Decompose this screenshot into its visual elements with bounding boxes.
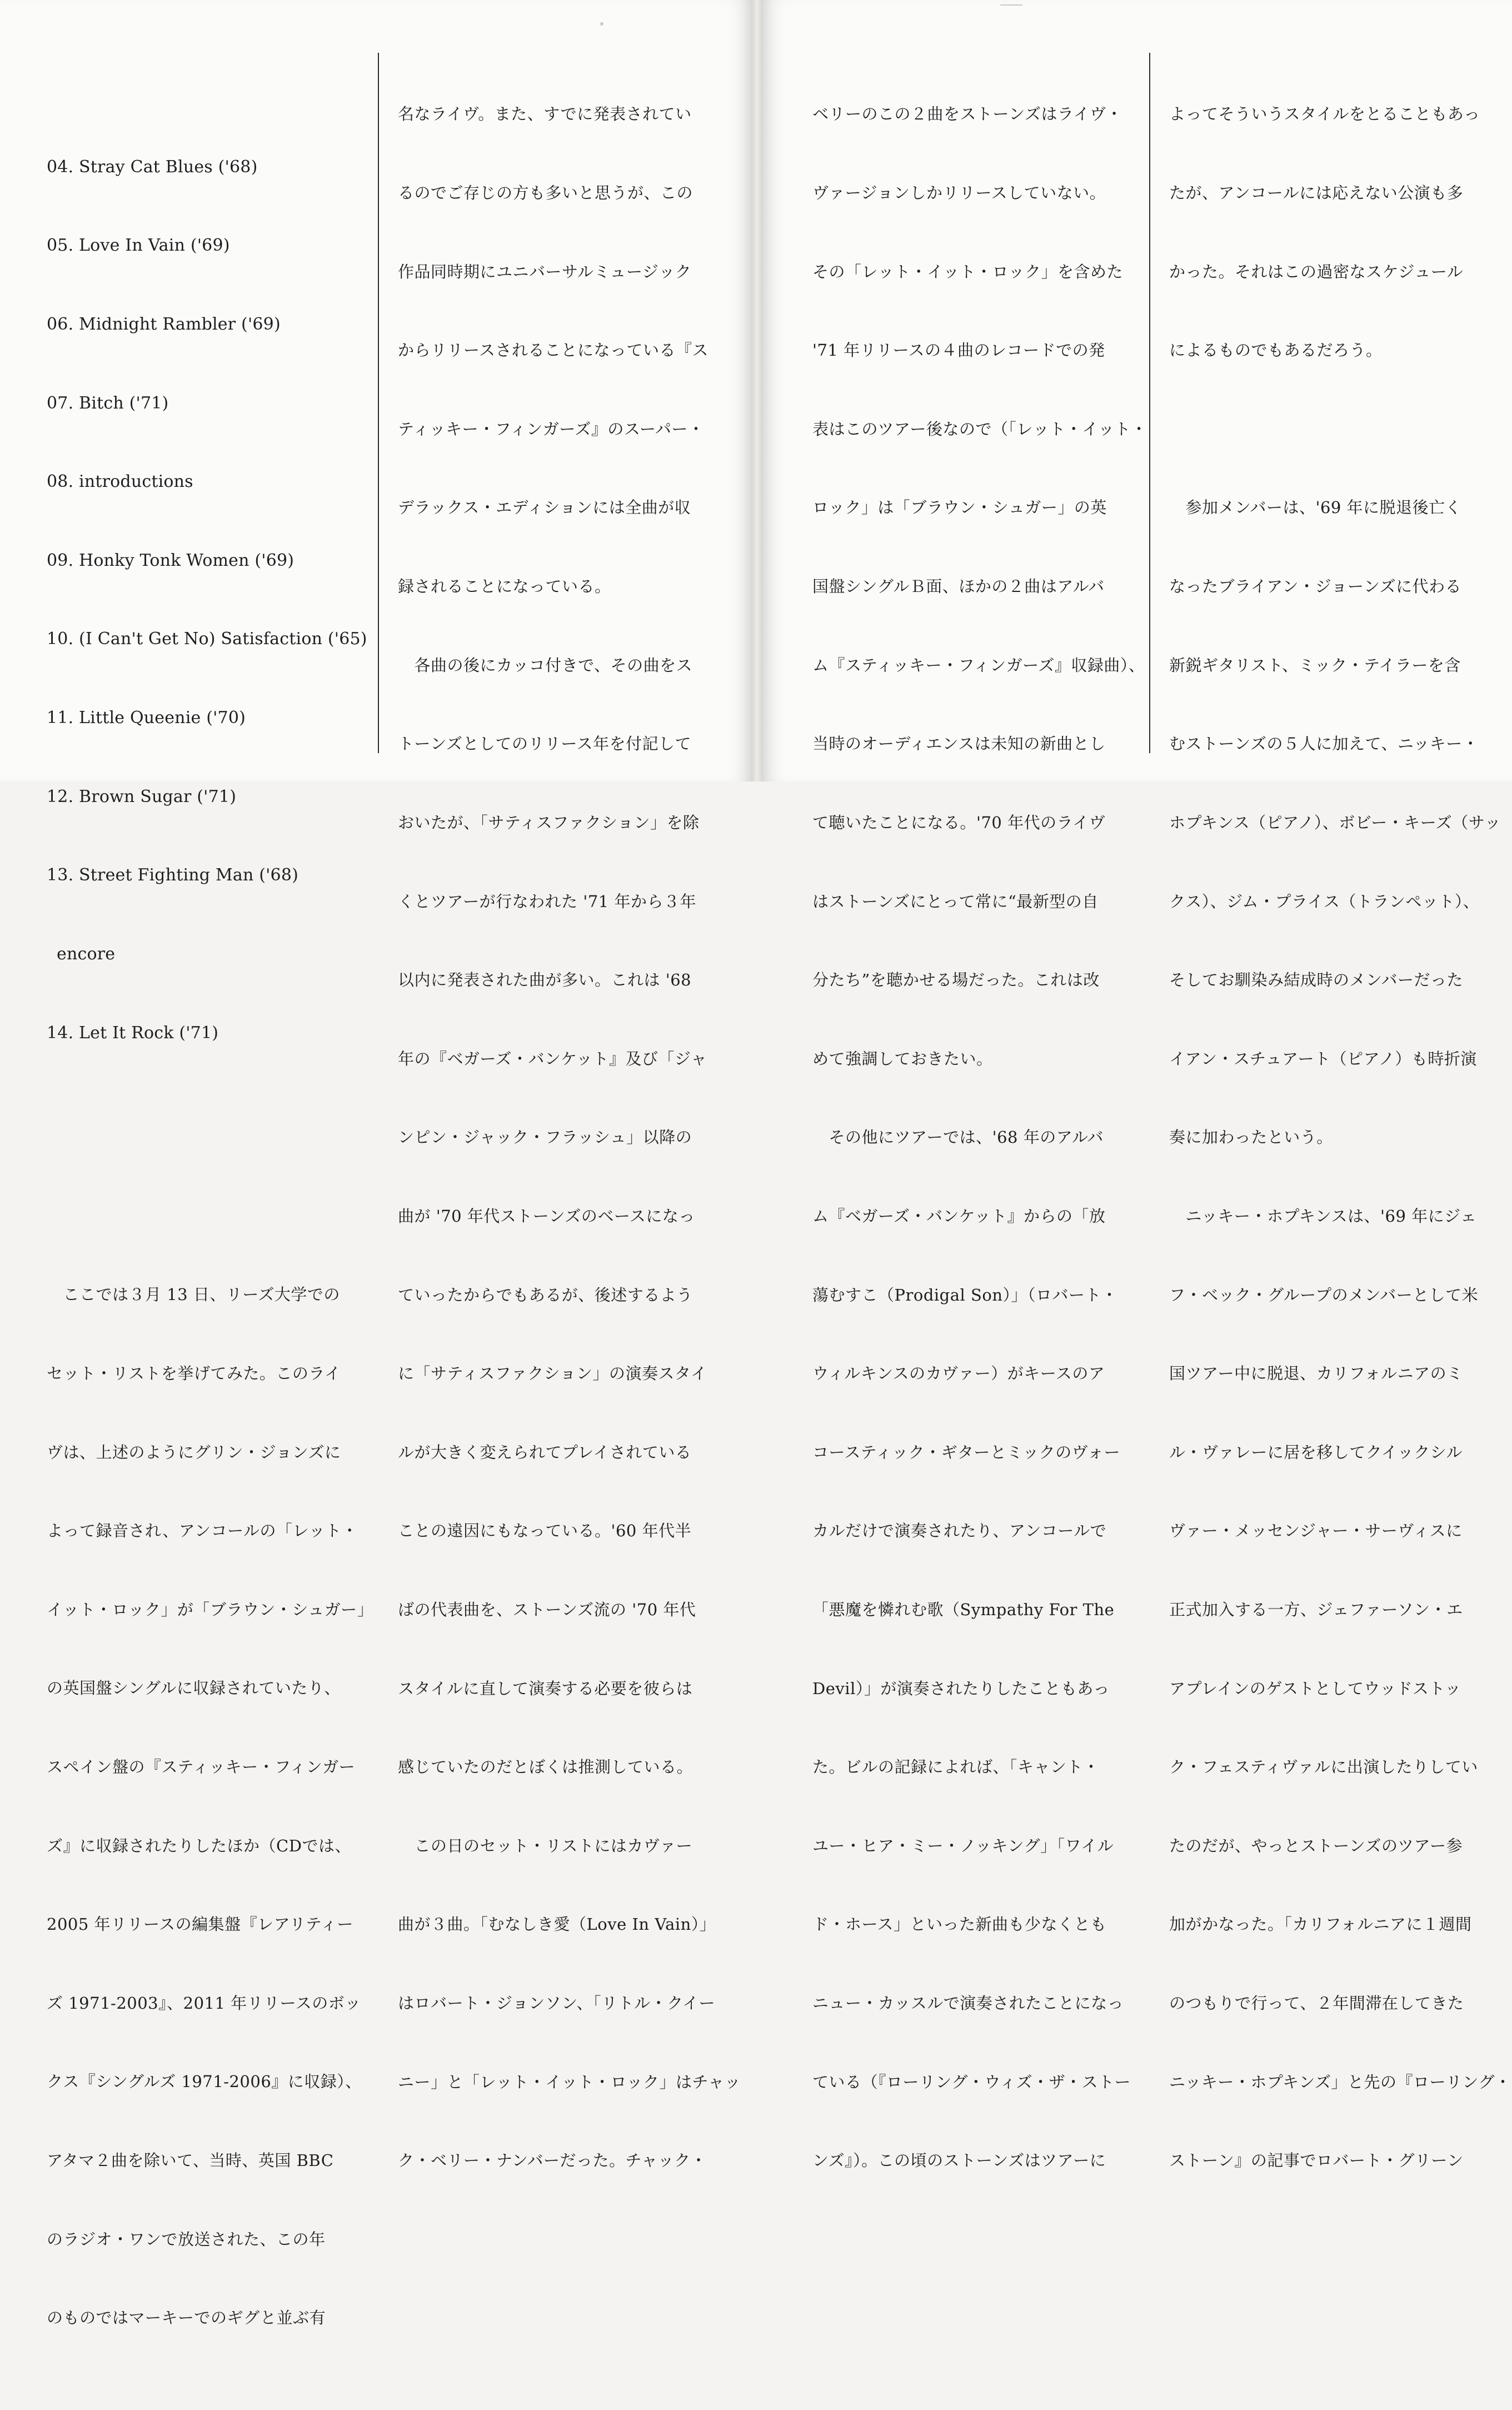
text-line: 作品同時期にユニバーサルミュージック xyxy=(398,262,692,281)
text-line: ニー」と「レット・イット・ロック」はチャッ xyxy=(398,2072,741,2092)
text-line: カルだけで演奏されたり、アンコールで xyxy=(812,1521,1107,1541)
text-line: 表はこのツアー後なので（「レット・イット・ xyxy=(812,419,1147,439)
text-line: 感じていたのだとぼくは推測している。 xyxy=(398,1757,693,1777)
text-line: ム『ベガーズ・バンケット』からの「放 xyxy=(812,1206,1106,1226)
book-gutter xyxy=(751,0,762,781)
text-line: ク・ベリー・ナンバーだった。チャック・ xyxy=(398,2151,707,2170)
text-line: ここでは３月 13 日、リーズ大学での xyxy=(47,1285,340,1304)
text-line: セット・リストを挙げてみた。このライ xyxy=(47,1363,341,1383)
text-line: ズ』に収録されたりしたほか（CDでは、 xyxy=(47,1836,351,1855)
text-line: '71 年リリースの４曲のレコードでの発 xyxy=(812,341,1105,360)
text-line: デラックス・エディションには全曲が収 xyxy=(398,498,691,517)
text-line: 当時のオーディエンスは未知の新曲とし xyxy=(812,734,1106,754)
text-line: 2005 年リリースの編集盤『レアリティー xyxy=(47,1915,354,1934)
text-line: ド・ホース」といった新曲も少なくとも xyxy=(812,1915,1107,1934)
text-line: その他にツアーでは、'68 年のアルバ xyxy=(812,1128,1104,1147)
text-line: 録されることになっている。 xyxy=(398,577,611,596)
text-line: Devil）」が演奏されたりしたこともあっ xyxy=(812,1679,1110,1698)
text-line: からリリースされることになっている『ス xyxy=(398,341,709,360)
text-line: 曲が '70 年代ストーンズのベースになっ xyxy=(398,1206,695,1226)
text-line: クス『シングルズ 1971-2006』に収録）、 xyxy=(47,2072,362,2092)
tracklist xyxy=(47,101,375,1098)
track-item: 05. Love In Vain ('69) xyxy=(47,236,230,256)
text-line: のラジオ・ワンで放送された、この年 xyxy=(47,2229,326,2249)
paper-speck xyxy=(600,22,603,26)
track-item: 13. Street Fighting Man ('68) xyxy=(47,865,299,885)
track-item: 08. introductions xyxy=(47,472,193,492)
text-line: コースティック・ギターとミックのヴォー xyxy=(812,1442,1121,1462)
text-line: クス）、ジム・プライス（トランペット）、 xyxy=(1169,892,1480,911)
text-line: ニッキー・ホプキンスは、'69 年にジェ xyxy=(1169,1206,1477,1226)
text-line: の英国盤シングルに収録されていたり、 xyxy=(47,1679,341,1698)
text-line: 国盤シングルＢ面、ほかの２曲はアルバ xyxy=(812,577,1105,596)
text-line: 参加メンバーは、'69 年に脱退後亡く xyxy=(1169,498,1462,517)
track-item: 12. Brown Sugar ('71) xyxy=(47,786,237,806)
text-line: 正式加入する一方、ジェファーソン・エ xyxy=(1169,1600,1463,1619)
text-line: くとツアーが行なわれた '71 年から３年 xyxy=(398,892,696,911)
text-line: よってそういうスタイルをとることもあっ xyxy=(1169,104,1480,124)
column-4 xyxy=(1169,49,1511,2200)
text-line: ニッキー・ホプキンズ」と先の『ローリング・ xyxy=(1169,2072,1511,2092)
text-line: おいたが、「サティスファクション」を除 xyxy=(398,813,700,832)
track-item: 04. Stray Cat Blues ('68) xyxy=(47,157,258,177)
text-line: 新鋭ギタリスト、ミック・テイラーを含 xyxy=(1169,655,1461,675)
text-line: るのでご存じの方も多いと思うが、この xyxy=(398,183,693,203)
text-line: ばの代表曲を、ストーンズ流の '70 年代 xyxy=(398,1600,696,1619)
paper-mark xyxy=(1000,4,1022,6)
text-line: ている（『ローリング・ウィズ・ザ・ストー xyxy=(812,2072,1131,2092)
text-line: によるものでもあるだろう。 xyxy=(1169,341,1383,360)
text-line: ストーン』の記事でロバート・グリーン xyxy=(1169,2151,1464,2170)
text-line: スタイルに直して演奏する必要を彼らは xyxy=(398,1679,693,1698)
text-line: ンズ』）。この頃のストーンズはツアーに xyxy=(812,2151,1106,2170)
text-line: かった。それはこの過密なスケジュール xyxy=(1169,262,1464,281)
text-line: 名なライヴ。また、すでに発表されてい xyxy=(398,104,692,124)
text-line: ム『スティッキー・フィンガーズ』収録曲）、 xyxy=(812,655,1145,675)
text-line: 年の『ベガーズ・バンケット』及び「ジャ xyxy=(398,1049,707,1068)
text-line: ルが大きく変えられてプレイされている xyxy=(398,1442,692,1462)
text-line: ウィルキンスのカヴァー）がキースのア xyxy=(812,1364,1105,1383)
text-line: トーンズとしてのリリース年を付記して xyxy=(398,734,692,754)
text-line: 加がかなった。「カリフォルニアに１週間 xyxy=(1169,1915,1472,1934)
text-line: 奏に加わったという。 xyxy=(1169,1128,1333,1147)
text-line: ニュー・カッスルで演奏されたことになっ xyxy=(812,1994,1124,2013)
text-line: ク・フェスティヴァルに出演したりしてい xyxy=(1169,1757,1478,1777)
text-line: に「サティスファクション」の演奏スタイ xyxy=(398,1364,707,1383)
text-line: て聴いたことになる。'70 年代のライヴ xyxy=(812,813,1106,832)
text-line: 各曲の後にカッコ付きで、その曲をス xyxy=(398,655,693,675)
column-2 xyxy=(398,49,741,2200)
text-line: ロック」は「ブラウン・シュガー」の英 xyxy=(812,498,1107,517)
text-line: アタマ２曲を除いて、当時、英国 BBC xyxy=(47,2151,334,2170)
text-line: ヴは、上述のようにグリン・ジョンズに xyxy=(47,1442,341,1462)
text-line: この日のセット・リストにはカヴァー xyxy=(398,1836,693,1855)
text-line: なったブライアン・ジョーンズに代わる xyxy=(1169,577,1462,596)
column-1 xyxy=(47,49,375,2410)
track-item: 11. Little Queenie ('70) xyxy=(47,708,246,728)
text-line: イット・ロック」が「ブラウン・シュガー」 xyxy=(47,1600,374,1619)
text-line: ユー・ヒア・ミー・ノッキング」「ワイル xyxy=(812,1836,1114,1855)
text-line: た。ビルの記録によれば、「キャント・ xyxy=(812,1757,1100,1777)
text-line: スペイン盤の『スティッキー・フィンガー xyxy=(47,1757,356,1776)
text-line: はロバート・ジョンソン、「リトル・クイー xyxy=(398,1994,716,2013)
text-line: ヴァー・メッセンジャー・サーヴィスに xyxy=(1169,1521,1463,1541)
text-line: のつもりで行って、２年間滞在してきた xyxy=(1169,1994,1464,2013)
text-line: ティッキー・フィンガーズ』のスーパー・ xyxy=(398,419,705,439)
text-line: 蕩むすこ（Prodigal Son）」（ロバート・ xyxy=(812,1285,1118,1304)
text-line: ヴァージョンしかリリースしていない。 xyxy=(812,183,1106,203)
track-item: 09. Honky Tonk Women ('69) xyxy=(47,550,295,570)
text-line: ンピン・ジャック・フラッシュ」以降の xyxy=(398,1128,692,1147)
text-line: たが、アンコールには応えない公演も多 xyxy=(1169,183,1464,203)
text-line: 曲が３曲。「むなしき愛（Love In Vain）」 xyxy=(398,1915,716,1934)
track-item: 06. Midnight Rambler ('69) xyxy=(47,315,281,335)
text-line: イアン・スチュアート（ピアノ）も時折演 xyxy=(1169,1049,1477,1068)
text-line: ていったからでもあるが、後述するよう xyxy=(398,1285,693,1304)
column-3 xyxy=(812,49,1146,2200)
text-line: ズ 1971-2003』、2011 年リリースのボッ xyxy=(47,1993,361,2013)
track-item: 10. (I Can't Get No) Satisfaction ('65) xyxy=(47,629,367,649)
text-line: はストーンズにとって常に“最新型の自 xyxy=(812,892,1099,911)
text-line: ル・ヴァレーに居を移してクイックシル xyxy=(1169,1442,1463,1462)
text-line: むストーンズの５人に加えて、ニッキー・ xyxy=(1169,734,1479,754)
track-item: 14. Let It Rock ('71) xyxy=(47,1023,219,1043)
body-text-column-1 xyxy=(47,1229,375,2384)
text-line: フ・ベック・グループのメンバーとして米 xyxy=(1169,1285,1479,1304)
text-line: たのだが、やっとストーンズのツアー参 xyxy=(1169,1836,1463,1855)
text-line: よって録音され、アンコールの「レット・ xyxy=(47,1521,358,1541)
text-line: ベリーのこの２曲をストーンズはライヴ・ xyxy=(812,104,1123,124)
text-line: 「悪魔を憐れむ歌（Sympathy For The xyxy=(812,1600,1115,1619)
text-line: 以内に発表された曲が多い。これは '68 xyxy=(398,970,692,990)
text-line: アプレインのゲストとしてウッドストッ xyxy=(1169,1679,1461,1698)
text-line: ことの遠因にもなっている。'60 年代半 xyxy=(398,1521,692,1541)
text-line: めて強調しておきたい。 xyxy=(812,1049,993,1068)
column-divider xyxy=(1149,53,1150,753)
text-line: その「レット・イット・ロック」を含めた xyxy=(812,262,1124,281)
text-line xyxy=(1169,416,1503,442)
text-line: のものではマーキーでのギグと並ぶ有 xyxy=(47,2308,326,2328)
track-item: 07. Bitch ('71) xyxy=(47,393,169,413)
text-line: 分たち”を聴かせる場だった。これは改 xyxy=(812,970,1100,990)
text-line: 国ツアー中に脱退、カリフォルニアのミ xyxy=(1169,1364,1463,1383)
text-line: ホプキンス（ピアノ）、ボビー・キーズ（サッ xyxy=(1169,813,1501,832)
text-line: そしてお馴染み結成時のメンバーだった xyxy=(1169,970,1463,990)
encore-label: encore xyxy=(57,944,116,964)
column-divider xyxy=(378,53,379,753)
